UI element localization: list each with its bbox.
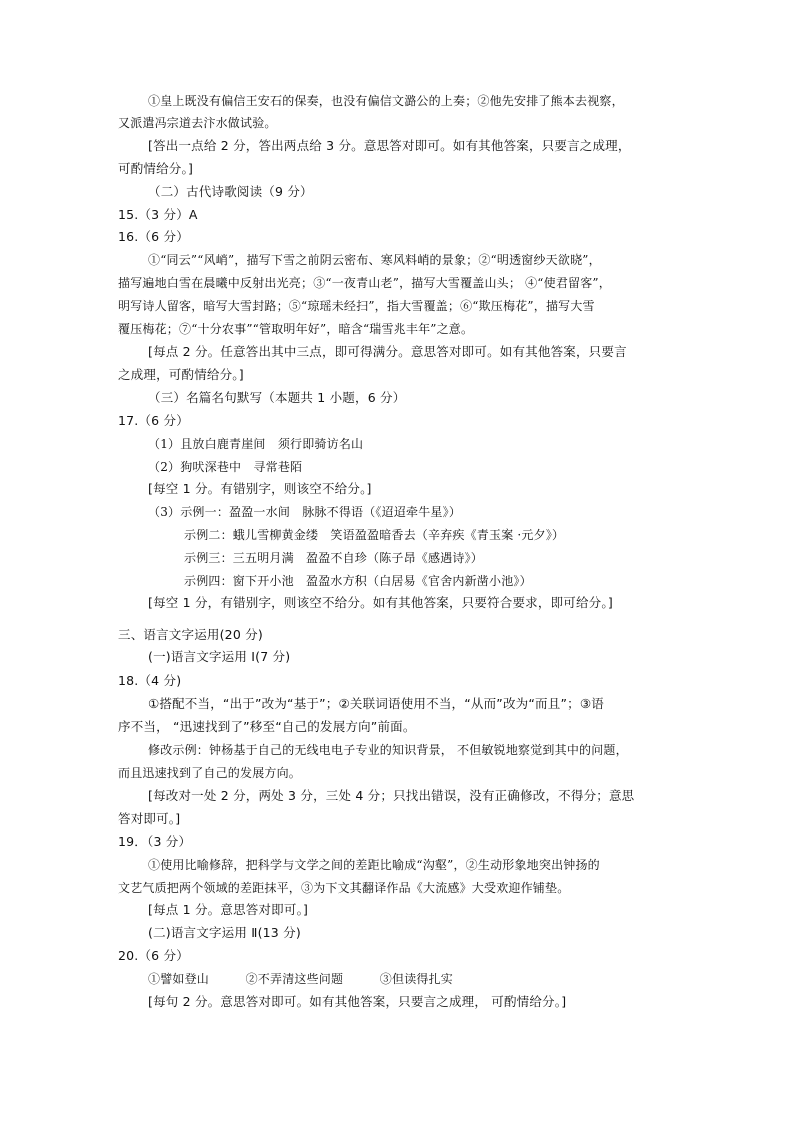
text-line: (二)语言文字运用 Ⅱ(13 分) — [148, 925, 301, 940]
text-line: ①“同云”“风峭”，描写下雪之前阴云密布、寒风料峭的景象；②“明透窗纱天欲晓”， — [148, 253, 601, 267]
text-line: ①使用比喻修辞，把科学与文学之间的差距比喻成“沟壑”，②生动形象地突出钟扬的 — [148, 858, 600, 872]
text-line: 18.（4 分) — [118, 673, 182, 688]
text-line: [每空 1 分。有错别字，则该空不给分。] — [148, 481, 372, 496]
text-line: 16.（6 分） — [118, 229, 189, 244]
text-line: （2）狗吠深巷中 寻常巷陌 — [148, 460, 303, 474]
text-line: 之成理，可酌情给分。] — [118, 367, 244, 382]
text-line: 文艺气质把两个领域的差距抹平，③为下文其翻译作品《大流感》大受欢迎作铺垫。 — [118, 881, 570, 895]
text-line: ①皇上既没有偏信王安石的保奏，也没有偏信文潞公的上奏；②他先安排了熊本去视察， — [148, 94, 624, 108]
text-line: 序不当， “迅速找到了”移至“自己的发展方向”前面。 — [118, 719, 416, 734]
text-line: [答出一点给 2 分，答出两点给 3 分。意思答对即可。如有其他答案，只要言之成理， — [148, 138, 631, 153]
text-line: (一)语言文字运用 Ⅰ(7 分) — [148, 649, 291, 664]
text-line: [每点 2 分。任意答出其中三点，即可得满分。意思答对即可。如有其他答案，只要言 — [148, 344, 627, 359]
text-line: 又派遣冯宗道去汴水做试验。 — [118, 116, 277, 130]
text-line: 三、语言文字运用(20 分) — [118, 627, 263, 642]
text-line: ①譬如登山 ②不弄清这些问题 ③但读得扎实 — [148, 972, 454, 986]
text-line: 描写遍地白雪在晨曦中反射出光亮；③“一夜青山老”，描写大雪覆盖山头； ④“使君留客”， — [118, 276, 611, 290]
text-line: 19．（3 分） — [118, 834, 192, 849]
text-line: （二）古代诗歌阅读（9 分） — [148, 184, 313, 199]
text-line: [每句 2 分。意思答对即可。如有其他答案，只要言之成理， 可酌情给分。] — [148, 994, 567, 1009]
text-line: 示例三：三五明月满 盈盈不自珍（陈子昂《感遇诗》） — [184, 551, 484, 565]
text-line: 可酌情给分。] — [118, 161, 194, 176]
text-line: 修改示例：钟杨基于自己的无线电电子专业的知识背景， 不但敏锐地察觉到其中的问题， — [148, 743, 628, 757]
text-line: 17.（6 分） — [118, 413, 189, 428]
text-line: （1）且放白鹿青崖间 须行即骑访名山 — [148, 437, 364, 451]
text-line: 示例四：窗下开小池 盈盈水方积（白居易《官舍内新凿小池》） — [184, 574, 532, 588]
text-line: 而且迅速找到了自己的发展方向。 — [118, 766, 302, 780]
text-line: 20.（6 分） — [118, 948, 189, 963]
text-line: [每点 1 分。意思答对即可。] — [148, 902, 309, 917]
text-line: 示例二：蛾儿雪柳黄金缕 笑语盈盈暗香去（辛弃疾《青玉案 ·元夕》） — [184, 528, 565, 542]
text-line: （三）名篇名句默写（本题共 1 小题，6 分） — [148, 390, 406, 405]
text-line: 15.（3 分）A — [118, 207, 198, 222]
text-line: [每空 1 分，有错别字，则该空不给分。如有其他答案，只要符合要求，即可给分。] — [148, 595, 613, 610]
text-line: [每改对一处 2 分，两处 3 分，三处 4 分；只找出错误，没有正确修改，不得分；意思 — [148, 788, 635, 803]
text-line: 明写诗人留客，暗写大雪封路；⑤“琼瑶未经扫”，指大雪覆盖；⑥“欺压梅花”，描写大雪 — [118, 299, 595, 313]
text-line: 覆压梅花；⑦“十分农事”“管取明年好”，暗含“瑞雪兆丰年”之意。 — [118, 322, 474, 336]
text-line: （3）示例一：盈盈一水间 脉脉不得语（《迢迢牵牛星》） — [148, 505, 462, 519]
text-line: 答对即可。] — [118, 811, 181, 826]
text-line: ①搭配不当，“出于”改为“基于”；②关联词语使用不当，“从而”改为“而且”；③语 — [148, 696, 604, 711]
